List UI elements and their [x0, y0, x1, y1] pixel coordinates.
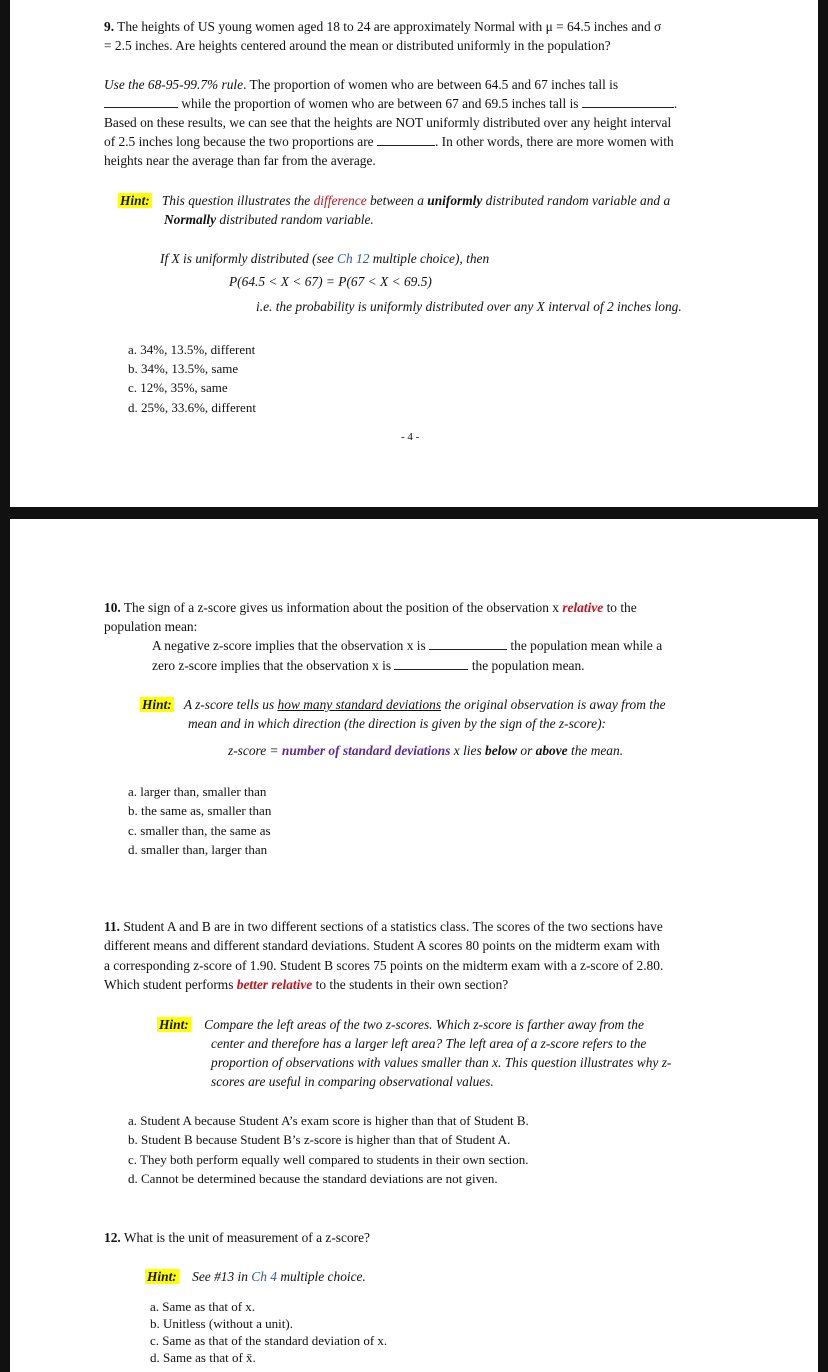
q9-hint-line3: If X is uniformly distributed (see Ch 12 multiple choice), then	[160, 251, 490, 266]
q9-para2: while the proportion of women who are between 67 and 69.5 inches tall is .	[104, 94, 677, 113]
q10-line1: 10. The sign of a z-score gives us information about the position of the observation x relative to the	[104, 600, 637, 615]
option-d[interactable]: d. smaller than, larger than	[128, 842, 268, 857]
hint-label: Hint:	[142, 697, 172, 712]
ch4-link[interactable]: Ch 4	[251, 1269, 277, 1284]
option-b[interactable]: b. Unitless (without a unit).	[150, 1316, 293, 1331]
option-a[interactable]: a. Student A because Student A’s exam score is higher than that of Student B.	[128, 1113, 529, 1128]
q9-formula: P(64.5 < X < 67) = P(67 < X < 69.5)	[229, 274, 432, 289]
q11-hint-line2: center and therefore has a larger left area? The left area of a z-score refers to the	[211, 1036, 647, 1051]
hint-label: Hint:	[147, 1269, 177, 1284]
q10-hint-line2: mean and in which direction (the direction is given by the sign of the z-score):	[188, 716, 606, 731]
q11-line2: different means and different standard deviations. Student A scores 80 points on the midterm exam with	[104, 938, 660, 953]
option-d[interactable]: d. Same as that of x̄.	[150, 1350, 256, 1365]
option-c[interactable]: c. Same as that of the standard deviation of x.	[150, 1333, 388, 1348]
ch12-link[interactable]: Ch 12	[337, 251, 370, 266]
q9-ie-note: i.e. the probability is uniformly distributed over any X interval of 2 inches long.	[256, 299, 682, 314]
option-c[interactable]: c. They both perform equally well compared to students in their own section.	[128, 1152, 529, 1167]
option-d[interactable]: d. 25%, 33.6%, different	[128, 400, 256, 415]
option-b[interactable]: b. the same as, smaller than	[128, 803, 272, 818]
answer-blank[interactable]	[104, 95, 178, 108]
q9-line1: 9. The heights of US young women aged 18 to 24 are approximately Normal with μ = 64.5 inches and σ	[104, 19, 662, 34]
option-a[interactable]: a. Same as that of x.	[150, 1299, 256, 1314]
q10-hint-line1: Hint: A z-score tells us how many standard deviations the original observation is away from the	[142, 697, 666, 712]
q9-hint-line1: Hint: This question illustrates the difference between a uniformly distributed random variable and a	[120, 193, 671, 208]
q10-hint-line3: z-score = number of standard deviations x lies below or above the mean.	[228, 743, 624, 758]
q11-hint-line1: Hint: Compare the left areas of the two z-scores. Which z-score is farther away from the	[159, 1017, 644, 1032]
q9-line2: = 2.5 inches. Are heights centered around the mean or distributed uniformly in the population?	[104, 38, 611, 53]
hint-label: Hint:	[120, 193, 150, 208]
hint-label: Hint:	[159, 1017, 189, 1032]
option-b[interactable]: b. Student B because Student B’s z-score is higher than that of Student A.	[128, 1132, 511, 1147]
answer-blank[interactable]	[582, 95, 674, 108]
q11-hint-line3: proportion of observations with values smaller than x. This question illustrates why z-	[211, 1055, 672, 1070]
option-c[interactable]: c. smaller than, the same as	[128, 823, 271, 838]
answer-blank[interactable]	[394, 657, 468, 670]
q9-para3: Based on these results, we can see that the heights are NOT uniformly distributed over any height interval	[104, 115, 672, 130]
q11-line4: Which student performs better relative to the students in their own section?	[104, 977, 509, 992]
document-page-2	[10, 519, 818, 1372]
answer-blank[interactable]	[377, 133, 435, 146]
q9-para4: of 2.5 inches long because the two proportions are . In other words, there are more women with	[104, 134, 674, 149]
q10-line3: A negative z-score implies that the observation x is the population mean while a	[152, 638, 663, 653]
q12-hint: Hint: See #13 in Ch 4 multiple choice.	[147, 1269, 366, 1284]
answer-blank[interactable]	[429, 637, 507, 650]
option-d[interactable]: d. Cannot be determined because the standard deviations are not given.	[128, 1171, 498, 1186]
q9-para1: Use the 68-95-99.7% rule. The proportion of women who are between 64.5 and 67 inches tall is	[104, 77, 619, 92]
q10-line4: zero z-score implies that the observation x is the population mean.	[152, 658, 585, 673]
option-b[interactable]: b. 34%, 13.5%, same	[128, 361, 239, 376]
option-a[interactable]: a. 34%, 13.5%, different	[128, 342, 256, 357]
q11-line1: 11. Student A and B are in two different sections of a statistics class. The scores of the two sections have	[104, 919, 663, 934]
q11-line3: a corresponding z-score of 1.90. Student B scores 75 points on the midterm exam with a z-score of 2.80.	[104, 958, 664, 973]
document-page-1	[10, 0, 818, 507]
page-number: - 4 -	[401, 431, 420, 443]
q10-line2: population mean:	[104, 619, 198, 634]
q9-para5: heights near the average than far from the average.	[104, 153, 376, 168]
q11-hint-line4: scores are useful in comparing observational values.	[211, 1074, 494, 1089]
option-c[interactable]: c. 12%, 35%, same	[128, 380, 228, 395]
option-a[interactable]: a. larger than, smaller than	[128, 784, 267, 799]
q12-question: 12. What is the unit of measurement of a z-score?	[104, 1230, 370, 1245]
q9-hint-line2: Normally distributed random variable.	[164, 212, 374, 227]
